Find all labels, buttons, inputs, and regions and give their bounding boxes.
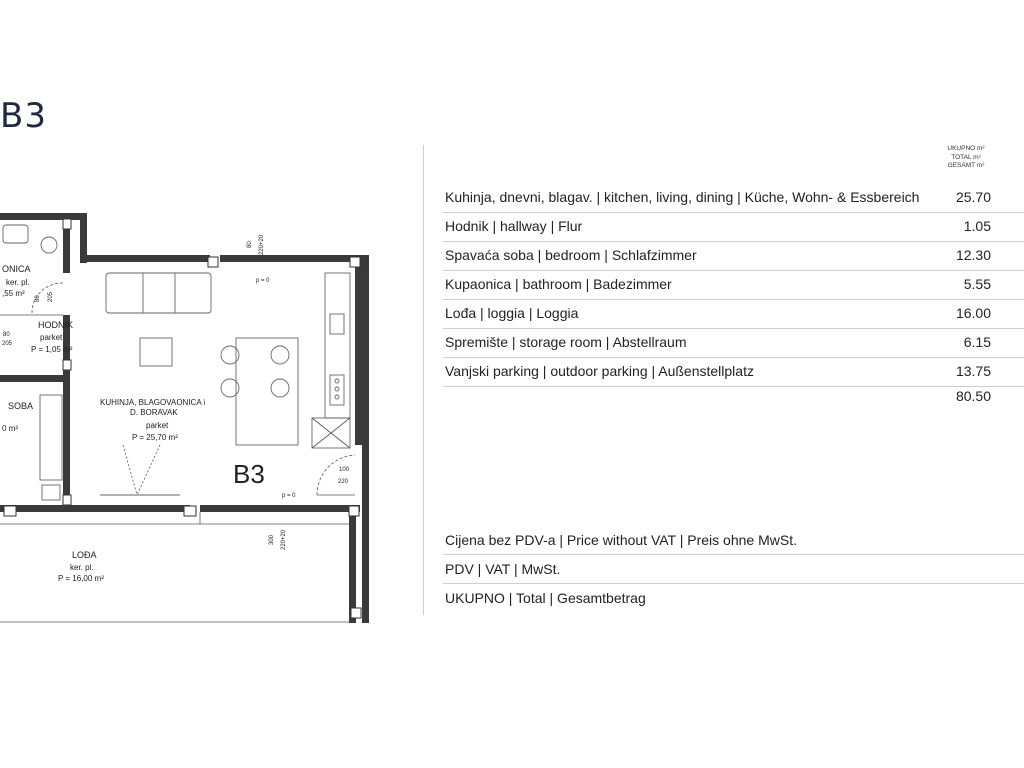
loggia-area: P = 16,00 m²	[58, 574, 104, 583]
total-area: 80.50	[955, 388, 991, 404]
room-label: Kuhinja, dnevni, blagav. | kitchen, living, dining | Küche, Wohn- & Essbereich	[445, 189, 920, 205]
bath-name: ONICA	[2, 264, 31, 274]
bed-name: SOBA	[8, 401, 34, 411]
price-label: Cijena bez PDV-a | Price without VAT | Preis ohne MwSt.	[445, 532, 797, 548]
price-label: UKUPNO | Total | Gesamtbetrag	[445, 590, 646, 606]
table-row	[443, 329, 1024, 358]
room-area: 25.70	[955, 189, 991, 205]
dim-label: 220+20	[281, 529, 287, 550]
furniture	[3, 225, 344, 500]
room-label: Spavaća soba | bedroom | Schlafzimmer	[445, 247, 697, 263]
room-area: 16.00	[955, 305, 991, 321]
kitchen-area: P = 25,70 m²	[132, 433, 178, 442]
kitchen-floor: parket	[146, 421, 169, 430]
hall-area: P = 1,05 m²	[31, 345, 73, 354]
loggia-floor: ker. pl.	[70, 563, 94, 572]
area-table	[443, 184, 1024, 387]
price-label: PDV | VAT | MwSt.	[445, 561, 561, 577]
room-area: 12.30	[955, 247, 991, 263]
page-title: B3	[0, 96, 47, 136]
room-label: Lođa | loggia | Loggia	[445, 305, 579, 321]
table-divider	[423, 145, 424, 615]
floor-plan	[0, 205, 380, 635]
kitchen-name-1: KUHINJA, BLAGOVAONICA i	[100, 398, 206, 407]
dim-label: p = 0	[282, 493, 296, 499]
dim-label: 80	[247, 241, 253, 248]
dim-label: 205	[2, 341, 13, 347]
table-row	[443, 271, 1024, 300]
room-label: Hodnik | hallway | Flur	[445, 218, 583, 234]
table-row	[443, 213, 1024, 242]
dim-label: 220+20	[259, 234, 265, 255]
column-header	[936, 145, 996, 171]
price-row	[443, 526, 1024, 555]
loggia-name: LOĐA	[72, 550, 97, 560]
unit-label: B3	[233, 459, 265, 489]
room-area: 6.15	[963, 334, 991, 350]
window-marks	[4, 219, 361, 618]
dim-label: 100	[339, 467, 350, 473]
kitchen-name-2: D. BORAVAK	[130, 408, 178, 417]
dim-label: 220	[338, 479, 349, 485]
dim-label: 80	[35, 295, 41, 302]
table-row	[443, 358, 1024, 387]
price-row	[443, 584, 1024, 612]
column-header-line: UKUPNO m²	[947, 145, 985, 152]
dim-label: 80	[3, 332, 10, 338]
table-row	[443, 300, 1024, 329]
dim-label: 300	[269, 534, 275, 545]
column-header-line: TOTAL m²	[951, 153, 981, 161]
hall-floor: parket	[40, 333, 63, 342]
room-label: Vanjski parking | outdoor parking | Außenstellplatz	[445, 363, 754, 379]
price-row	[443, 555, 1024, 584]
room-area: 13.75	[955, 363, 991, 379]
room-label: Spremište | storage room | Abstellraum	[445, 334, 687, 350]
room-area: 1.05	[963, 218, 991, 234]
bath-area: ,55 m²	[2, 289, 25, 298]
bed-area: 0 m²	[2, 424, 18, 433]
hall-name: HODNIK	[38, 320, 74, 330]
column-header-line: GESAMT m²	[947, 162, 985, 169]
price-table	[443, 526, 1024, 612]
room-area: 5.55	[963, 276, 991, 292]
table-row	[443, 184, 1024, 213]
table-row	[443, 242, 1024, 271]
bath-floor: ker. pl.	[6, 278, 30, 287]
dim-label: 205	[48, 291, 54, 302]
room-label: Kupaonica | bathroom | Badezimmer	[445, 276, 672, 292]
dim-label: p = 0	[256, 278, 270, 284]
